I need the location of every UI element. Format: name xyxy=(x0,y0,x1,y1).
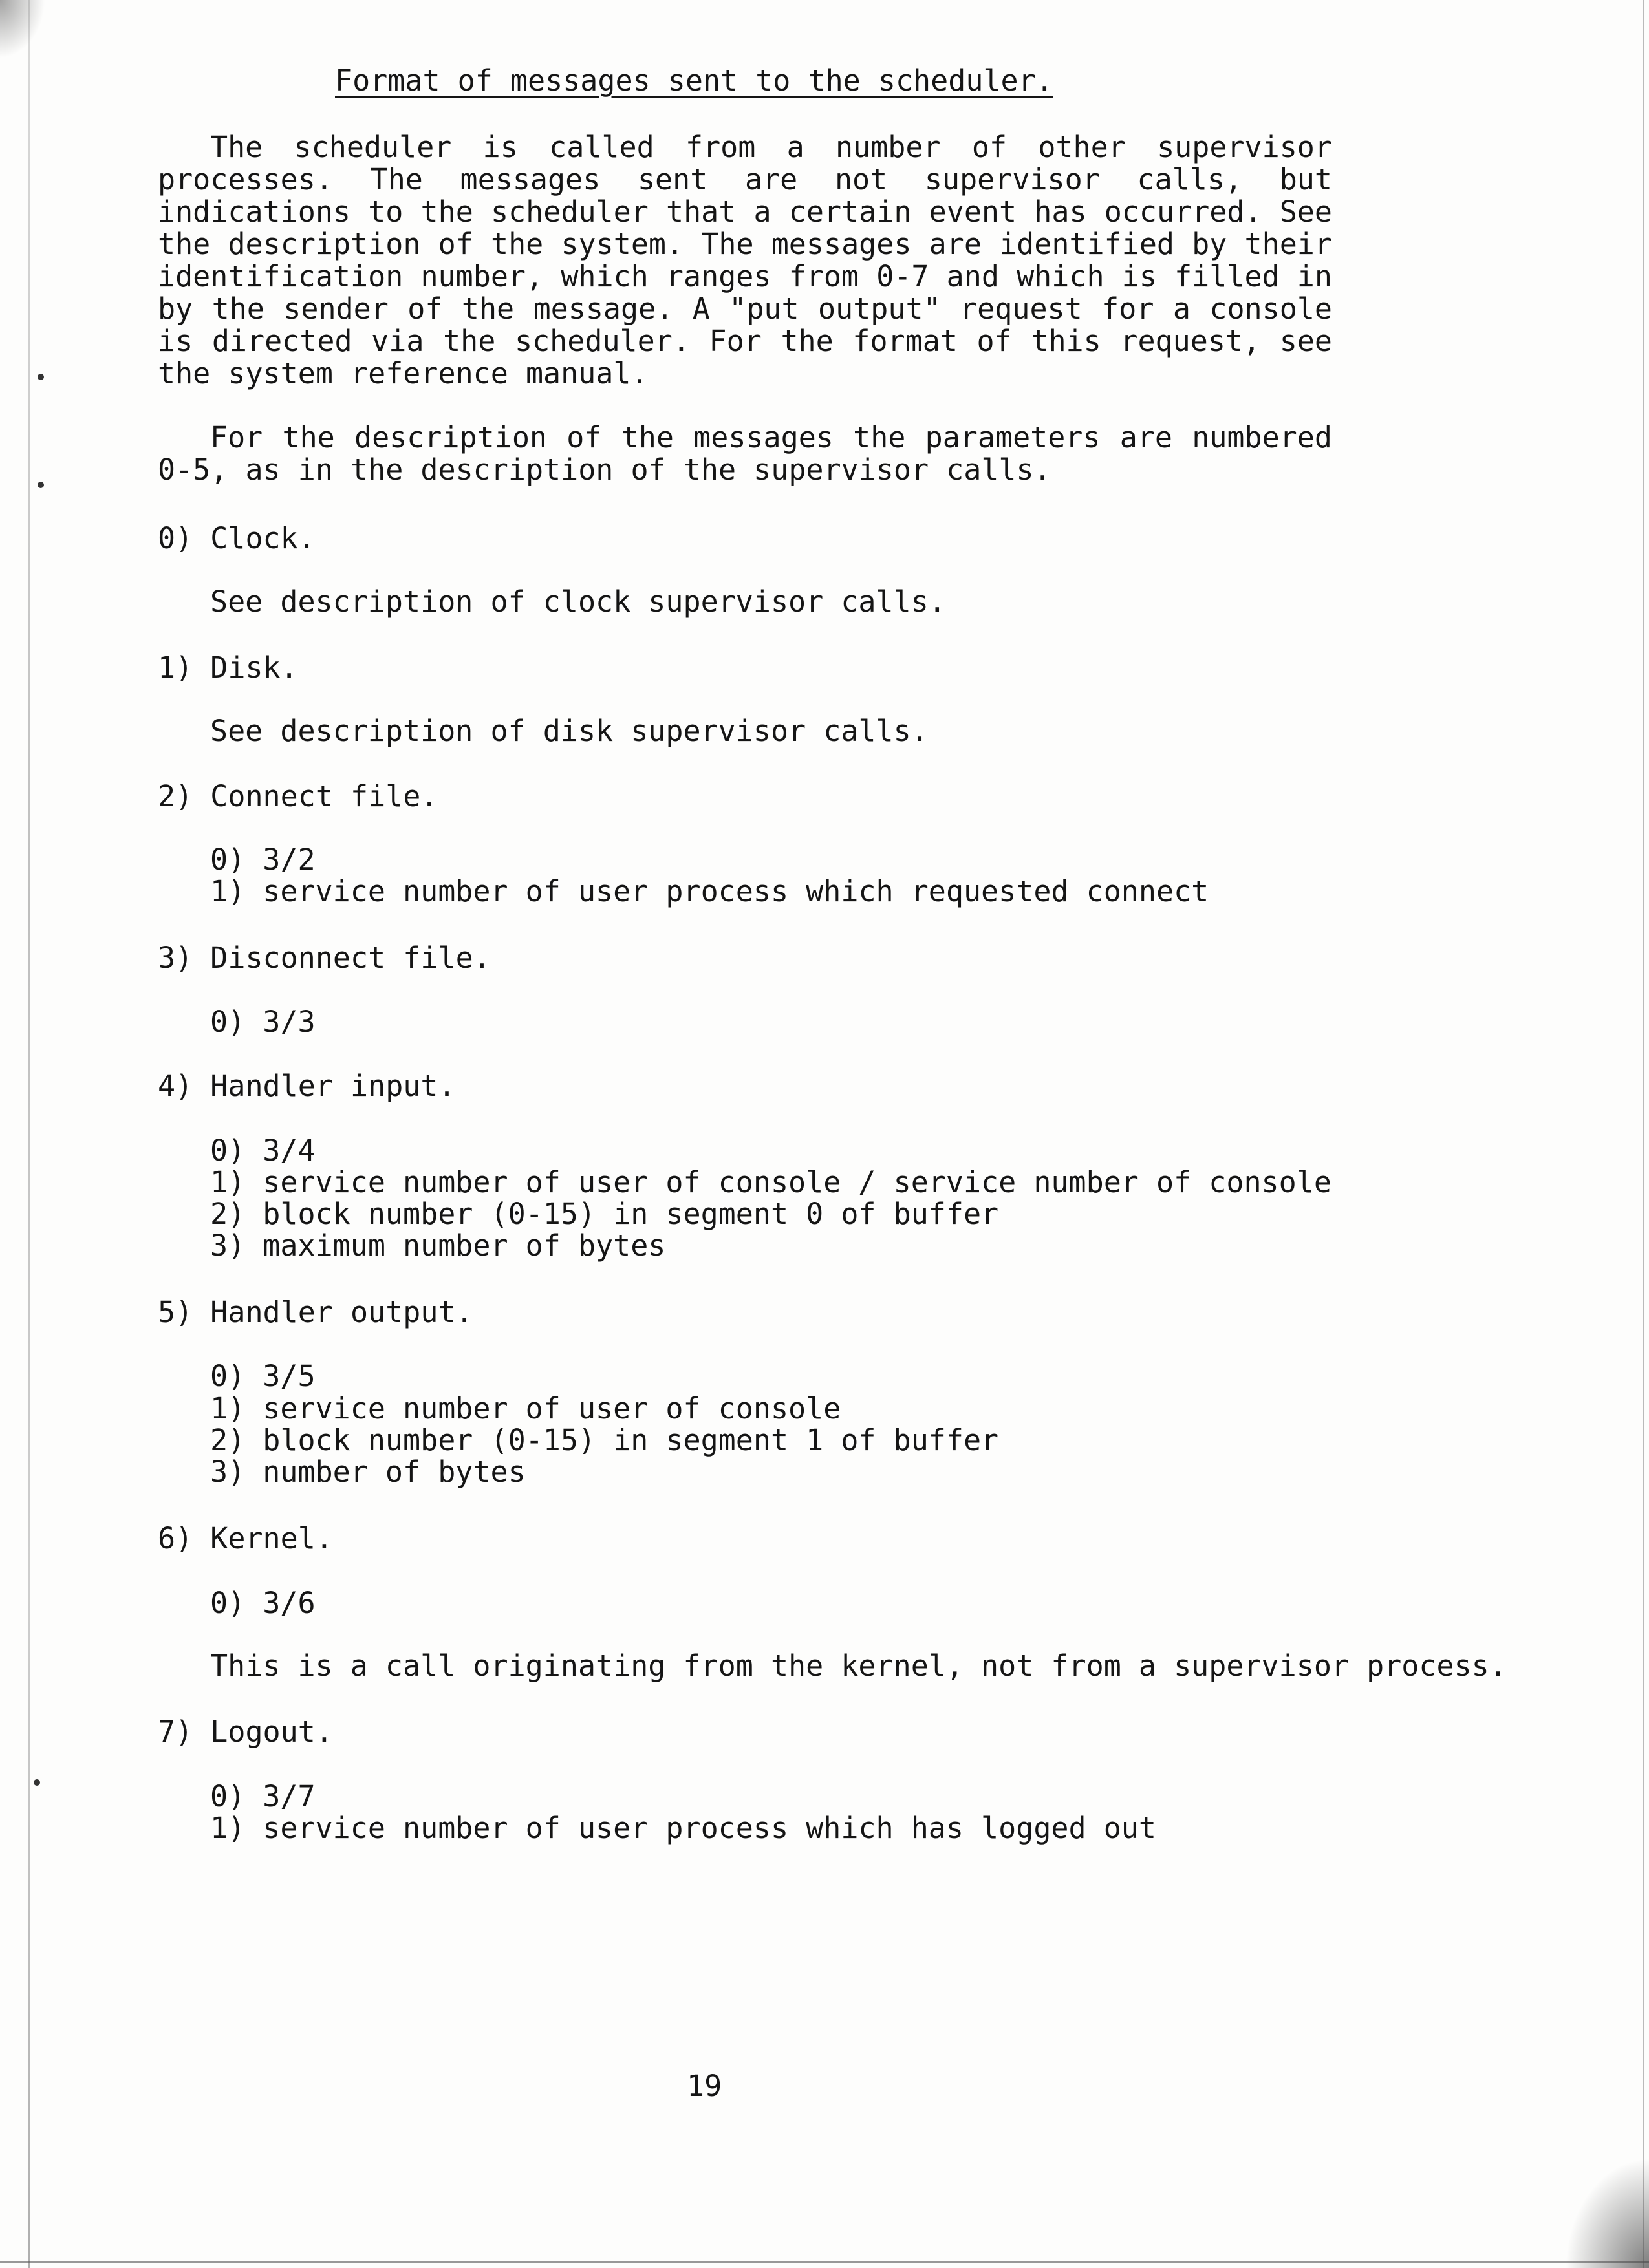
message-line: 0) 3/3 xyxy=(210,1005,316,1039)
message-line: See description of clock supervisor calls. xyxy=(210,584,946,619)
message-line: 0) 3/7 xyxy=(210,1779,316,1813)
message-line: 2) block number (0-15) in segment 0 of buffer xyxy=(210,1197,999,1231)
message-line: 1) service number of user of console / service number of console xyxy=(210,1165,1331,1199)
message-line: 0) 3/5 xyxy=(210,1359,316,1393)
punch-mark xyxy=(38,482,44,488)
message-heading: 6) Kernel. xyxy=(158,1521,333,1556)
message-line: 3) maximum number of bytes xyxy=(210,1228,666,1263)
scan-shadow-top-left xyxy=(0,0,45,58)
message-heading: 5) Handler output. xyxy=(158,1295,473,1329)
message-line: 2) block number (0-15) in segment 1 of buffer xyxy=(210,1423,999,1457)
punch-mark xyxy=(38,374,44,380)
parameters-note-text: For the description of the messages the parameters are numbered 0-5, as in the description of the supervisor calls. xyxy=(158,420,1332,487)
page-title: Format of messages sent to the scheduler. xyxy=(335,63,1053,98)
punch-mark xyxy=(34,1779,40,1786)
page-bottom-edge xyxy=(0,2261,1649,2263)
message-line: 1) service number of user process which has logged out xyxy=(210,1811,1156,1845)
message-line: 3) number of bytes xyxy=(210,1455,526,1489)
page-left-edge xyxy=(28,0,30,2268)
message-line: 1) service number of user of console xyxy=(210,1391,841,1426)
message-line: 1) service number of user process which requested connect xyxy=(210,874,1209,908)
message-heading: 0) Clock. xyxy=(158,521,316,555)
message-heading: 4) Handler input. xyxy=(158,1069,456,1103)
parameters-note xyxy=(158,422,1332,486)
message-heading: 3) Disconnect file. xyxy=(158,941,491,975)
page-right-edge xyxy=(1643,0,1644,2268)
scan-shadow-bottom-right xyxy=(1565,2158,1649,2268)
message-line: 0) 3/4 xyxy=(210,1133,316,1168)
intro-text: The scheduler is called from a number of other supervisor processes. The messages sent are not supervisor calls, but indications to the scheduler that a certain event has occurred. See the description of the system. The messages are identified by their identification number, which ranges from 0-7 and which is filled in by the sender of the message. A "put output" request for a console is directed via the scheduler. For the format of this request, see the system reference manual. xyxy=(158,130,1332,390)
page-number: 19 xyxy=(687,2069,722,2103)
message-note: This is a call originating from the kernel, not from a supervisor process. xyxy=(210,1649,1507,1683)
intro-paragraph xyxy=(158,131,1332,390)
message-line: 0) 3/2 xyxy=(210,842,316,877)
message-heading: 2) Connect file. xyxy=(158,779,438,813)
message-heading: 7) Logout. xyxy=(158,1715,333,1749)
message-heading: 1) Disk. xyxy=(158,650,298,685)
message-line: See description of disk supervisor calls. xyxy=(210,714,929,748)
message-line: 0) 3/6 xyxy=(210,1586,316,1620)
